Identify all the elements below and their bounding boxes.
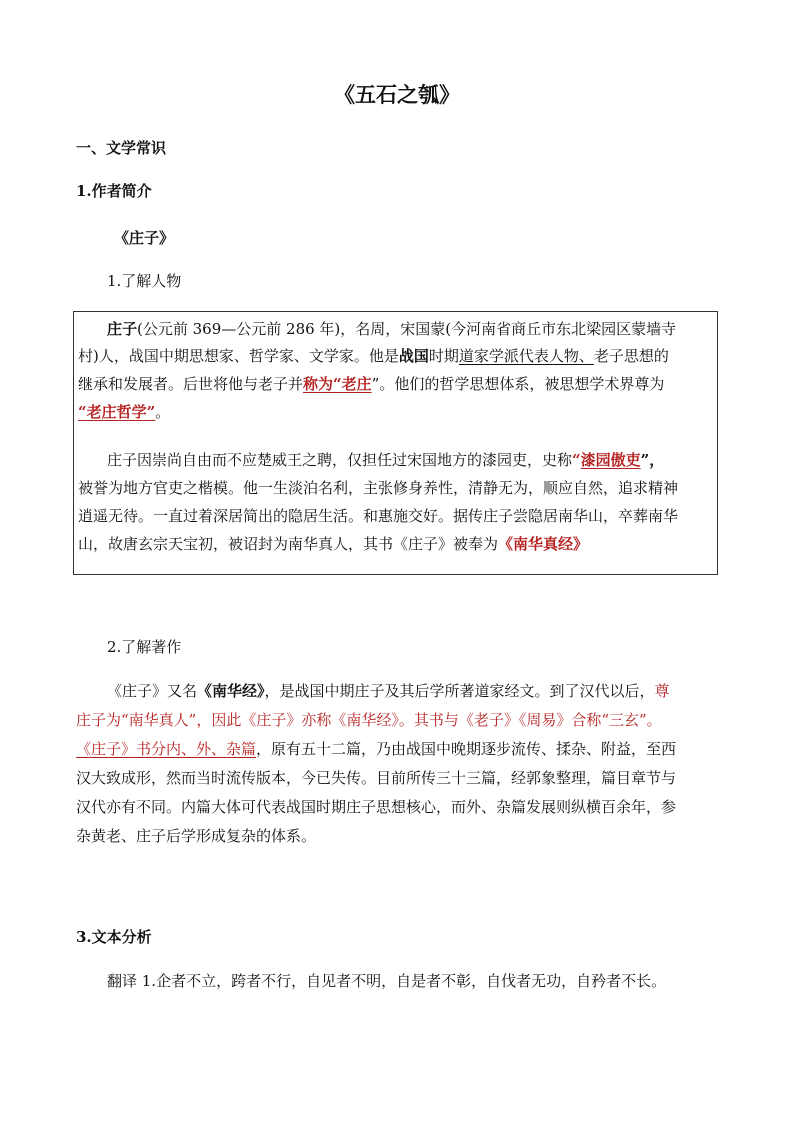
bio-highlight: 漆园傲吏	[580, 451, 641, 469]
bio-line: 逍遥无待。一直过着深居简出的隐居生活。和惠施交好。据传庄子尝隐居南华山，卒葬南华	[78, 507, 679, 525]
document-title: 《五石之瓠》	[334, 82, 460, 107]
works-line: 杂黄老、庄子后学形成复杂的体系。	[76, 827, 317, 845]
bio-text: 老子思想的	[593, 347, 669, 365]
works-line: 汉大致成形，然而当时流传版本，今已失传。目前所传三十三篇，经郭象整理，篇目章节与	[76, 769, 677, 787]
subheading-author-intro: 1.作者简介	[76, 182, 152, 200]
bio-highlight: “老庄哲学”	[78, 403, 156, 421]
works-line: 汉代亦有不同。内篇大体可代表战国时期庄子思想核心，而外、杂篇发展则纵横百余年，参	[76, 798, 677, 816]
bio-text: 村)人，战国中期思想家、哲学家、文学家。他是	[78, 347, 399, 365]
bio-line	[78, 373, 664, 394]
bio-name: 庄子	[107, 320, 138, 338]
bio-quote-mark: “	[572, 451, 581, 469]
bio-line: 被誉为地方官吏之楷模。他一生淡泊名利，主张修身养性，清静无为，顺应自然，追求精神	[78, 479, 679, 497]
works-line: 庄子为“南华真人”，因此《庄子》亦称《南华经》。其书与《老子》《周易》合称“三玄”。	[76, 711, 662, 729]
works-emphasis: 《南华经》	[197, 682, 265, 700]
bio-text: 山，故唐玄宗天宝初，被诏封为南华真人，其书《庄子》被奉为	[78, 535, 499, 553]
bio-text: 继承和发展者。后世将他与老子并	[78, 375, 304, 393]
bio-line	[78, 533, 588, 554]
bio-line	[78, 345, 669, 366]
bio-text: 庄子因崇尚自由而不应楚威王之聘，仅担任过宋国地方的漆园吏，史称	[107, 451, 573, 469]
works-text: 《庄子》又名	[107, 682, 198, 700]
works-text: ，是战国中期庄子及其后学所著道家经文。到了汉代以后，	[264, 682, 655, 700]
bio-emphasis: 战国	[398, 347, 429, 365]
works-text: ，原有五十二篇，乃由战国中晚期逐步流传、揉杂、附益，至西	[256, 740, 677, 758]
bio-underlined: 道家学派代表人物、	[458, 347, 594, 365]
works-line	[76, 738, 676, 759]
item-know-person: 1.了解人物	[107, 272, 182, 290]
bio-text: 。	[155, 403, 171, 421]
translation-item: 翻译 1.企者不立，跨者不行，自见者不明，自是者不彰，自伐者无功，自矜者不长。	[107, 972, 667, 990]
works-red-text: 尊	[654, 682, 670, 700]
bio-quote-mark: ”，	[640, 451, 665, 469]
bio-line	[107, 449, 664, 470]
item-know-works: 2.了解著作	[107, 638, 182, 656]
bio-line	[107, 318, 676, 339]
bio-text: ”。他们的哲学思想体系，被思想学术界尊为	[371, 375, 665, 393]
works-red-underlined: 《庄子》书分内、外、杂篇	[76, 740, 257, 758]
bio-line	[78, 401, 170, 422]
bio-text: 时期	[428, 347, 459, 365]
section-heading-literary-knowledge: 一、文学常识	[76, 139, 167, 157]
book-title: 《庄子》	[114, 229, 175, 247]
section-heading-text-analysis: 3.文本分析	[76, 928, 152, 946]
works-line	[107, 680, 670, 701]
bio-text: (公元前 369—公元前 286 年)，名周，宋国蒙(今河南省商丘市东北梁园区蒙墙寺	[137, 320, 677, 338]
author-bio-box	[73, 311, 718, 575]
bio-highlight: 称为“老庄	[303, 375, 372, 393]
bio-highlight: 《南华真经》	[498, 535, 589, 553]
